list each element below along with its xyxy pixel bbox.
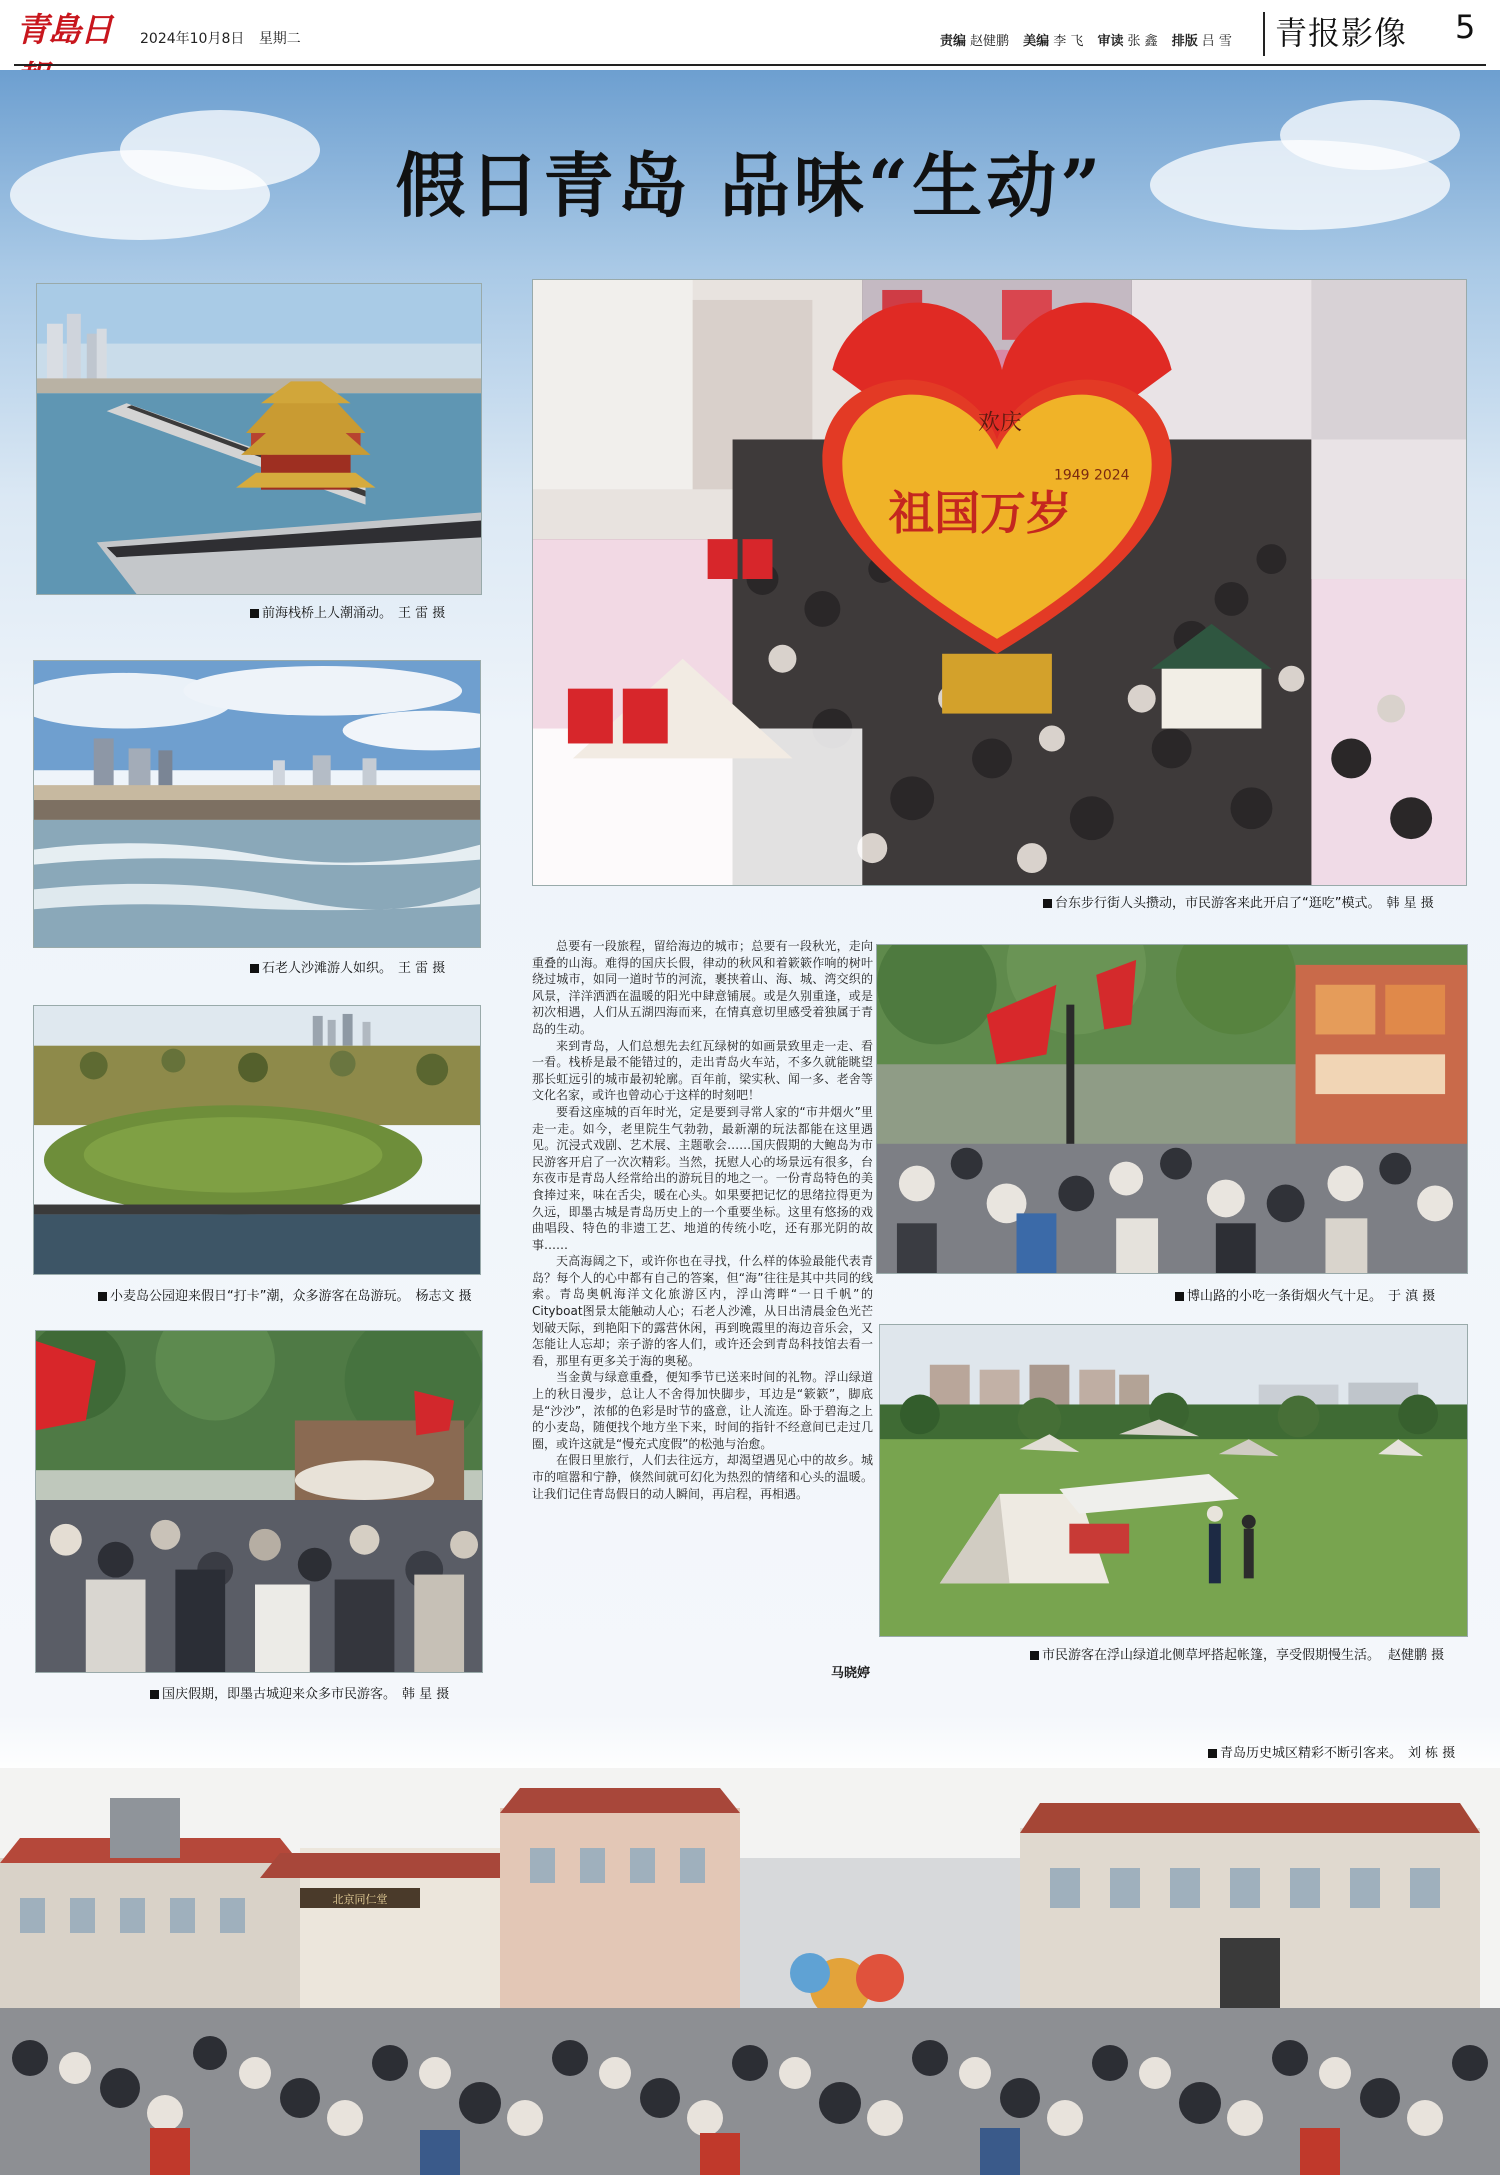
- caption-marker: [150, 1690, 159, 1699]
- article-paragraph-6: 在假日里旅行，人们去往远方，却渴望遇见心中的故乡。城市的喧嚣和宁静，倏然间就可幻化为热烈的情绪和心头的温暖。让我们记住青岛假日的动人瞬间，再启程，再相遇。: [532, 1453, 873, 1501]
- credit-designer: 美编 李 飞: [1023, 34, 1084, 49]
- caption-taidong: 台东步行街人头攒动，市民游客来此开启了“逛吃”模式。 韩 星 摄: [1043, 892, 1434, 911]
- header-rule: [14, 64, 1486, 66]
- photo-shilaoren-beach: [33, 660, 481, 948]
- caption-fushan: 市民游客在浮山绿道北侧草坪搭起帐篷，享受假期慢生活。 赵健鹏 摄: [1030, 1644, 1444, 1663]
- caption-boshan: 博山路的小吃一条街烟火气十足。 于 滇 摄: [1175, 1285, 1435, 1304]
- cloud-decoration: [120, 110, 320, 190]
- caption-marker: [1208, 1749, 1217, 1758]
- photo-jimo-ancient-city: [35, 1330, 483, 1673]
- photo-fushan-greenway: [879, 1324, 1468, 1637]
- caption-marker: [1043, 899, 1052, 908]
- photo-zhanqiao-pier: [36, 283, 482, 595]
- article-author: 马晓婷: [830, 1666, 870, 1681]
- cloud-decoration: [1280, 100, 1460, 170]
- article-body: [532, 938, 873, 1502]
- caption-shilaoren: 石老人沙滩游人如织。 王 雷 摄: [250, 957, 445, 976]
- caption-marker: [1030, 1651, 1039, 1660]
- caption-marker: [98, 1292, 107, 1301]
- photo-taidong-street: [532, 279, 1467, 886]
- caption-marker: [250, 609, 259, 618]
- date-text: 2024年10月8日: [140, 31, 245, 47]
- article-paragraph-2: 来到青岛，人们总想先去红瓦绿树的如画景致里走一走、看一看。栈桥是最不能错过的，走出青岛火车站，不多久就能眺望那长虹远引的城市最初轮廓。百年前，梁实秋、闻一多、老舍等文化名家，或许也曾动心于这样的时刻吧！: [532, 1038, 873, 1103]
- caption-history: 青岛历史城区精彩不断引客来。 刘 栋 摄: [1208, 1742, 1455, 1761]
- photo-historic-district: [0, 1768, 1500, 2175]
- editor-credits: [940, 30, 1270, 49]
- photo-boshan-road: [876, 944, 1468, 1274]
- sign-main-text: 祖国万岁: [888, 486, 1072, 541]
- weekday-text: 星期二: [258, 31, 301, 47]
- article-paragraph-4: 天高海阔之下，或许你也在寻找，什么样的体验最能代表青岛？每个人的心中都有自己的答案，但“海”往往是其中共同的线索。青岛奥帆海洋文化旅游区内，浮山湾畔“一日千帆”的Cityboat图景太能触动人心；石老人沙滩，从日出清晨金色光芒划破天际，到艳阳下的露营休闲，再到晚霞里的海边音乐会，又怎能让人忘却；亲子游的客人们，或许还会到青岛科技馆去看一看，那里有更多关于海的奥秘。: [532, 1254, 873, 1368]
- caption-zhanqiao: 前海栈桥上人潮涌动。 王 雷 摄: [250, 602, 445, 621]
- header-separator: [1263, 12, 1265, 56]
- caption-jimo: 国庆假期，即墨古城迎来众多市民游客。 韩 星 摄: [150, 1683, 449, 1702]
- page-number: 5: [1455, 8, 1476, 46]
- credit-proofreader: 审读 张 鑫: [1097, 34, 1158, 49]
- masthead-logo: 青島日: [16, 10, 112, 49]
- issue-date: [140, 28, 301, 48]
- credit-editor: 责编 赵健鹏: [940, 34, 1010, 49]
- article-paragraph-3: 要看这座城的百年时光，定是要到寻常人家的“市井烟火”里走一走。如今，老里院生气勃勃，最新潮的玩法都能在这里遇见。沉浸式戏剧、艺术展、主题歌会……国庆假期的大鲍岛为市民游客开启了一次次精彩。当然，抚慰人心的场景远有很多，台东夜市是青岛人经常给出的游玩目的地之一。一份青岛特色的美食捧过来，味在舌尖，暖在心头。如果要把记忆的思绪拉得更为久远，即墨古城是青岛历史上的一个重要坐标。这里有悠扬的戏曲唱段、特色的非遗工艺、地道的传统小吃，还有那光阴的故事……: [532, 1104, 873, 1252]
- sign-top-text: 欢庆: [978, 410, 1022, 436]
- article-paragraph-5: 当金黄与绿意重叠，便知季节已送来时间的礼物。浮山绿道上的秋日漫步，总让人不舍得加快脚步，耳边是“簌簌”，脚底是“沙沙”，浓郁的色彩是时节的盛意，让人流连。卧于碧海之上的小麦岛，随便找个地方坐下来，时间的指针不经意间已走过几圈，或许这就是“慢充式度假”的松弛与治愈。: [532, 1370, 873, 1451]
- section-name: 青报影像: [1275, 14, 1408, 52]
- caption-marker: [250, 964, 259, 973]
- page-title: 假日青岛 品味“生动”: [395, 144, 1105, 227]
- photo-xiaomaidao-park: [33, 1005, 481, 1275]
- caption-xiaomaidao: 小麦岛公园迎来假日“打卡”潮，众多游客在岛游玩。 杨志文 摄: [98, 1285, 472, 1304]
- caption-marker: [1175, 1292, 1184, 1301]
- shop-sign-text: 北京同仁堂: [332, 1893, 388, 1906]
- credit-typesetter: 排版 吕 雪: [1171, 34, 1232, 49]
- article-paragraph-1: 总要有一段旅程，留给海边的城市；总要有一段秋光，走向重叠的山海。难得的国庆长假，律动的秋风和着簌簌作响的树叶绕过城市，如同一道时节的河流，裹挟着山、海、城、湾交织的风景，洋洋洒洒在温暖的阳光中肆意铺展。或是久别重逢，或是初次相遇，人们从五湖四海而来，在情真意切里感受着独属于青岛的生动。: [532, 939, 873, 1036]
- sign-years-text: 1949 2024: [1054, 467, 1130, 484]
